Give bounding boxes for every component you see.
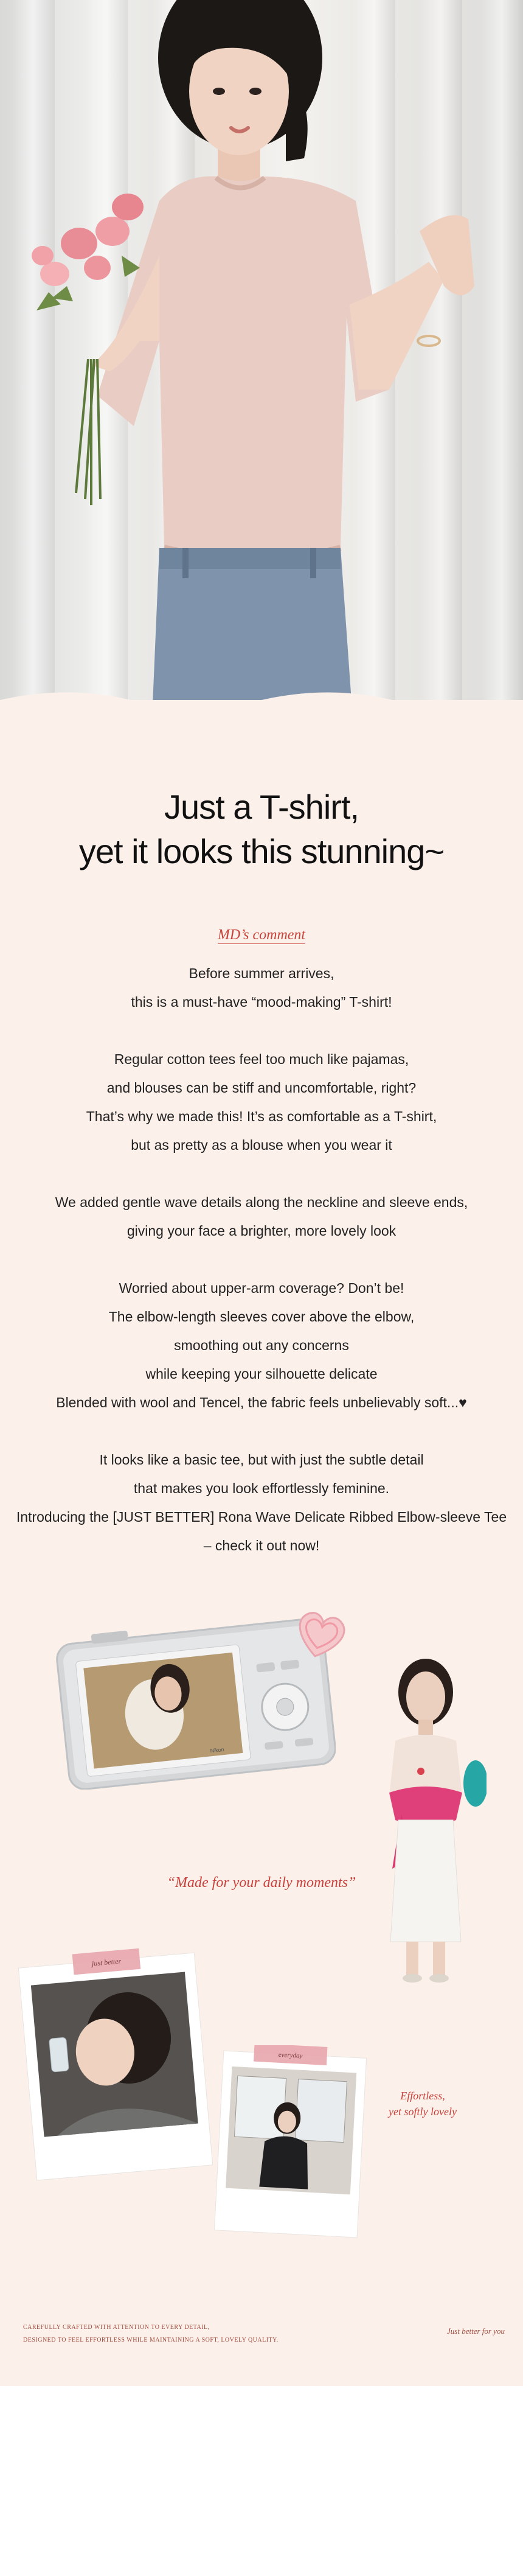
paragraph-1: [0, 959, 523, 1017]
wave-divider: [0, 682, 523, 730]
footer-line-1: CAREFULLY CRAFTED WITH ATTENTION TO EVERY DETAIL,: [23, 2324, 210, 2331]
tape-label-2: everyday: [278, 2051, 303, 2060]
heart-sticker: [291, 1607, 350, 1662]
collage-caption: “Made for your daily moments”: [167, 1875, 356, 1891]
hero-photo: [0, 0, 523, 718]
text-line: Before summer arrives,: [189, 965, 334, 981]
paragraph-3: [0, 1188, 523, 1245]
text-line: Introducing the [JUST BETTER] Rona Wave Delicate Ribbed Elbow-sleeve Tee: [16, 1509, 507, 1525]
paragraph-5: [0, 1446, 523, 1560]
text-line: – check it out now!: [203, 1538, 320, 1553]
camera-brand: Nikon: [210, 1746, 225, 1754]
polaroid-photo-1: [15, 1948, 216, 2185]
text-line: and blouses can be stiff and uncomfortable, right?: [106, 1080, 417, 1096]
text-line: this is a must-have “mood-making” T-shirt!: [131, 994, 392, 1010]
text-line: The elbow-length sleeves cover above the elbow,: [108, 1309, 415, 1325]
content-section: [0, 700, 523, 2386]
model-illustration: [0, 0, 523, 718]
footer-note: [23, 2321, 327, 2347]
md-comment-text: MD’s comment: [217, 927, 306, 943]
footer-tagline: Just better for you: [447, 2326, 505, 2336]
text-line: We added gentle wave details along the neckline and sleeve ends,: [55, 1194, 468, 1210]
text-line: that makes you look effortlessly feminine.: [133, 1480, 390, 1496]
effortless-line-1: Effortless,: [400, 2090, 445, 2102]
text-line: while keeping your silhouette delicate: [145, 1366, 378, 1382]
paragraph-4: [0, 1274, 523, 1417]
headline: [0, 785, 523, 874]
headline-line-2: yet it looks this stunning~: [78, 831, 445, 870]
text-line: Blended with wool and Tencel, the fabric feels unbelievably soft...♥: [56, 1395, 467, 1410]
standing-model-photo: [365, 1650, 487, 1990]
headline-line-1: Just a T-shirt,: [164, 788, 359, 826]
text-line: It looks like a basic tee, but with just the subtle detail: [99, 1452, 424, 1468]
text-line: smoothing out any concerns: [174, 1337, 349, 1353]
text-line: Worried about upper-arm coverage? Don’t be!: [119, 1280, 404, 1296]
footer-line-2: DESIGNED TO FEEL EFFORTLESS WHILE MAINTAINING A SOFT, LOVELY QUALITY.: [23, 2337, 279, 2343]
polaroid-photo-2: [213, 2045, 368, 2243]
text-line: but as pretty as a blouse when you wear it: [131, 1137, 392, 1153]
md-comment-label: [0, 927, 523, 943]
text-line: Regular cotton tees feel too much like pajamas,: [114, 1051, 409, 1067]
description: [0, 959, 523, 1589]
text-line: giving your face a brighter, more lovely look: [126, 1223, 397, 1239]
effortless-line-2: yet softly lovely: [389, 2105, 457, 2118]
effortless-note: [377, 2088, 468, 2119]
text-line: That’s why we made this! It’s as comfortable as a T-shirt,: [86, 1108, 437, 1124]
paragraph-2: [0, 1045, 523, 1160]
tape-label-1: just better: [91, 1956, 122, 1968]
